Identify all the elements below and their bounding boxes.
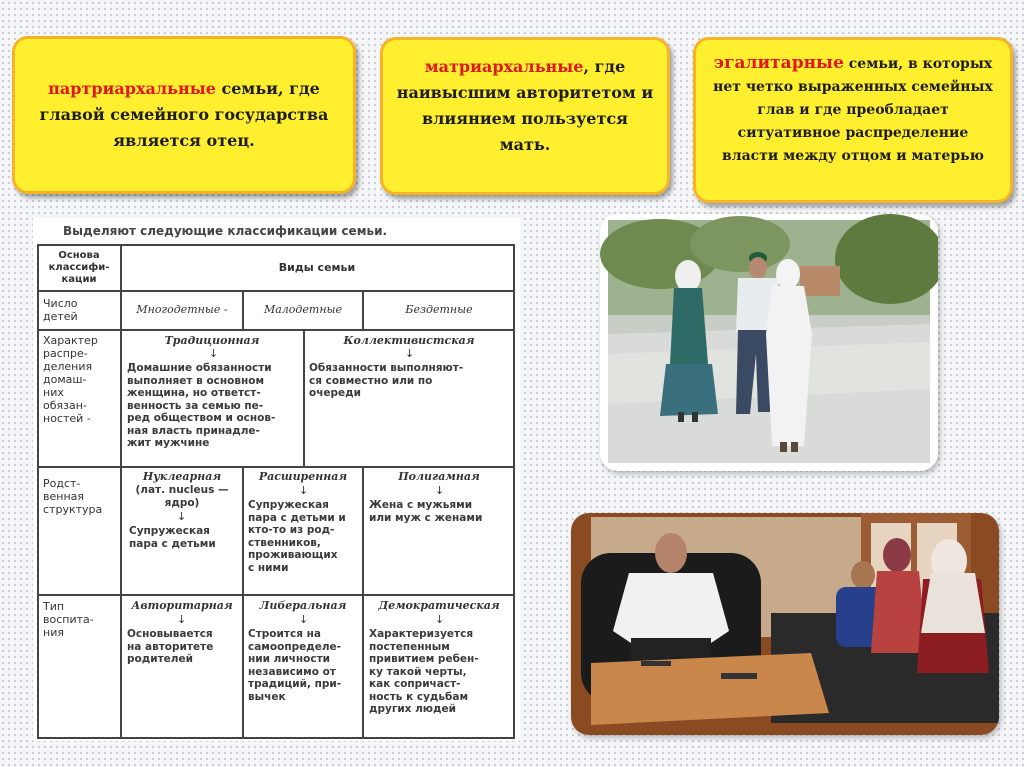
children-few: Малодетные: [263, 303, 343, 316]
upbringing-democratic-text: Характеризуется постепенным привитием ребен- ку такой черты, как сопричаст- ность к судьбам других людей: [369, 628, 479, 715]
patriarchal-desc: семьи, где главой семейного государства является отец.: [39, 79, 329, 150]
egalitarian-card-text: [708, 52, 998, 168]
children-many: Многодетные -: [136, 303, 228, 316]
arrow-down-icon: ↓: [435, 613, 445, 626]
arrow-down-icon: ↓: [177, 613, 187, 626]
kinship-polygamous-title: Полигамная: [398, 470, 480, 483]
kinship-polygamous-text: Жена с мужьями или муж с женами: [369, 499, 483, 524]
arrow-down-icon: ↓: [299, 484, 309, 497]
arrow-down-icon: ↓: [177, 510, 187, 523]
upbringing-liberal-text: Строится на самоопределе- нии личности независимо от традиций, при- вычек: [248, 628, 342, 703]
matriarchal-card-text: [395, 54, 655, 158]
matriarchal-desc: , где наивысшим авторитетом и влиянием пользуется мать.: [396, 57, 654, 154]
patriarchal-term: партриархальные: [48, 79, 216, 98]
table-grid: [37, 244, 517, 738]
photo-family-living-room: [571, 513, 999, 735]
matriarchal-card: [380, 37, 670, 195]
duties-collective-title: Коллективистская: [343, 334, 475, 347]
kinship-extended-title: Расширенная: [258, 470, 348, 483]
arrow-down-icon: ↓: [435, 484, 445, 497]
family-classification-table: [33, 218, 520, 741]
duties-traditional-text: Домашние обязанности выполняет в основном женщина, но ответст- венность за семью пе- ред обществом и основ- ная власть принадле- жит мужчине: [127, 362, 276, 449]
upbringing-authoritarian-text: Основывается на авторитете родителей: [127, 628, 214, 665]
egalitarian-card: [693, 37, 1013, 203]
upbringing-liberal-title: Либеральная: [259, 599, 347, 612]
patriarchal-card: [12, 36, 356, 194]
duties-traditional-title: Традиционная: [164, 334, 260, 347]
matriarchal-term: матриархальные: [424, 57, 584, 76]
upbringing-democratic-title: Демократическая: [378, 599, 500, 612]
header-family-types: Виды семьи: [278, 261, 356, 274]
duties-collective-text: Обязанности выполняют- ся совместно или по очереди: [309, 362, 464, 399]
kinship-nuclear-sub: (лат. nucleus — ядро): [135, 484, 229, 509]
table-caption: Выделяют следующие классификации семьи.: [63, 224, 388, 238]
patriarchal-card-text: [27, 76, 341, 154]
arrow-down-icon: ↓: [299, 613, 309, 626]
kinship-extended-text: Супружеская пара с детьми и кто-то из род- ственников, проживающих с ними: [248, 499, 346, 574]
row-label-duties: Характер распре- деления домаш- них обязан- ностей -: [43, 334, 98, 425]
row-label-kinship: Родст- венная структура: [43, 477, 103, 516]
children-none: Бездетные: [405, 303, 473, 316]
arrow-down-icon: ↓: [209, 347, 219, 360]
upbringing-authoritarian-title: Авторитарная: [131, 599, 233, 612]
kinship-nuclear-title: Нуклеарная: [142, 470, 222, 483]
header-basis: Основа классифи- кации: [48, 250, 110, 285]
row-label-upbringing: Тип воспита- ния: [43, 600, 94, 639]
egalitarian-term: эгалитарные: [713, 53, 844, 73]
arrow-down-icon: ↓: [405, 347, 415, 360]
kinship-nuclear-text: Супружеская пара с детьми: [129, 525, 216, 550]
row-label-children: Число детей: [43, 297, 78, 323]
egalitarian-desc: семьи, в которых нет четко выраженных семейных глав и где преобладает ситуативное распределение власти между отцом и матерью: [713, 56, 993, 164]
photo-family-walking: [600, 214, 938, 471]
